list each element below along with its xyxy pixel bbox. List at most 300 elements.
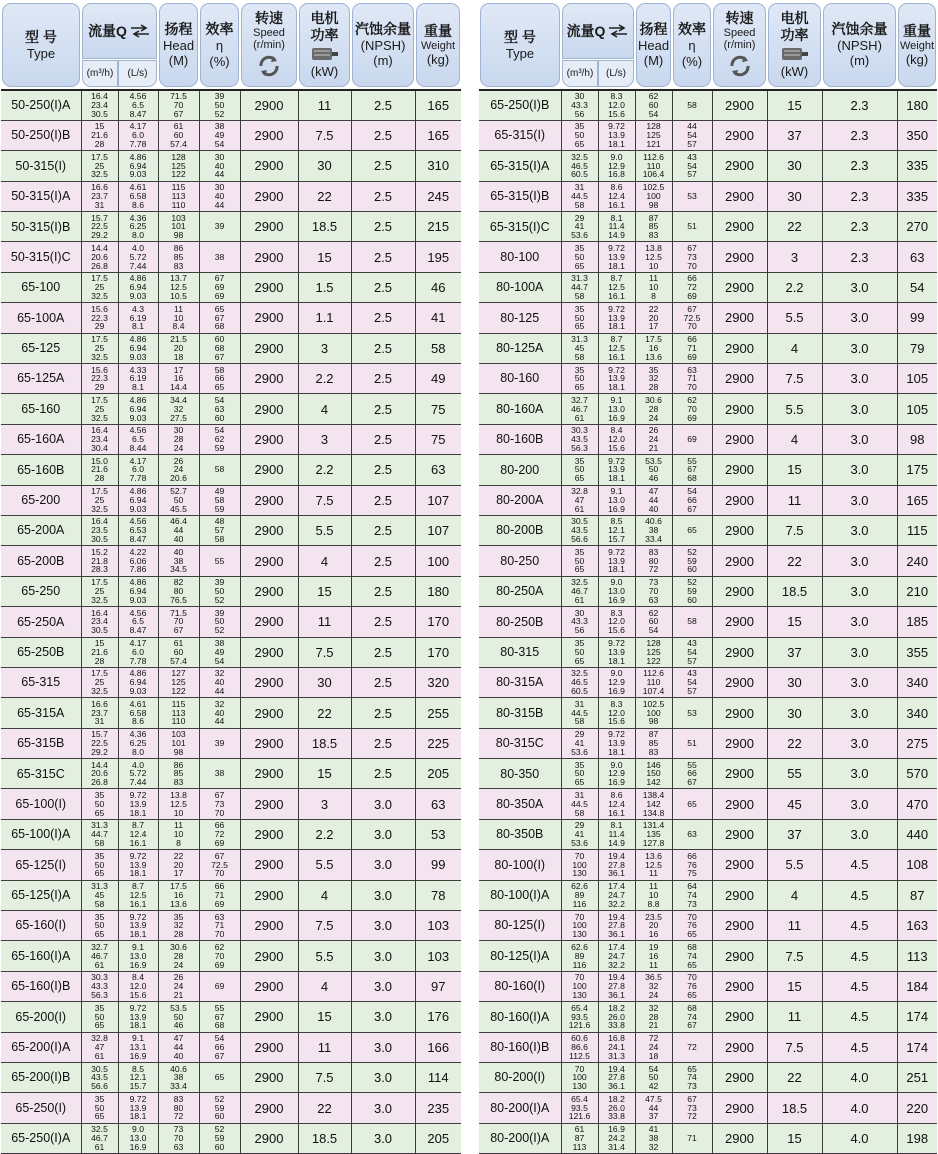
flow-m3h-cell-value: 23.4	[91, 100, 108, 111]
flow-ls-cell-value: 16.8	[608, 1033, 625, 1044]
flow-m3h-cell-value: 46.7	[91, 950, 108, 961]
efficiency-cell	[672, 272, 712, 302]
efficiency-cell-value: 59	[687, 586, 697, 597]
flow-ls-cell-value: 18.1	[129, 1020, 147, 1031]
efficiency-cell	[672, 607, 712, 637]
head-cell-value: 40	[648, 503, 659, 514]
power-cell: 2.2	[298, 364, 351, 394]
head-cell-value: 72	[648, 1033, 659, 1044]
flow-m3h-cell-value: 46.7	[91, 1133, 108, 1144]
head-cell-value: 83	[648, 230, 659, 241]
flow-m3h-cell-value: 23.5	[91, 525, 108, 536]
flow-ls-cell-value: 9.1	[132, 1033, 144, 1044]
flow-ls-cell-value: 8.47	[129, 108, 147, 119]
efficiency-cell-value: 74	[687, 1011, 697, 1022]
efficiency-cell-value: 58	[214, 364, 225, 375]
flow-ls-cell	[598, 272, 635, 302]
flow-m3h-cell	[81, 151, 118, 181]
flow-m3h-cell	[561, 515, 598, 545]
flow-ls-cell-value: 13.9	[608, 738, 625, 748]
flow-ls-cell-value: 15.6	[608, 625, 625, 636]
flow-m3h-cell-value: 30.5	[91, 625, 108, 636]
speed-cell: 2900	[712, 576, 767, 606]
flow-ls-cell-value: 9.72	[129, 1002, 147, 1013]
weight-cell: 340	[897, 698, 937, 728]
flow-ls-cell	[118, 212, 158, 242]
flow-m3h-cell-value: 31	[94, 716, 105, 727]
table-row	[479, 242, 937, 272]
type-cell: 65-125(I)A	[1, 880, 81, 910]
flow-unit-ls-header	[598, 60, 635, 90]
flow-ls-cell	[598, 90, 635, 120]
speed-cell: 2900	[712, 151, 767, 181]
flow-ls-cell-value: 8.7	[610, 334, 623, 345]
npsh-header	[351, 1, 415, 90]
flow-m3h-cell-value: 61	[574, 412, 585, 423]
flow-m3h-cell-value: 21.6	[91, 130, 108, 141]
flow-m3h-cell	[81, 181, 118, 211]
efficiency-cell-value: 57	[214, 525, 225, 536]
flow-m3h-cell-value: 15	[94, 638, 105, 649]
efficiency-cell-value: 68	[687, 1002, 697, 1013]
flow-m3h-cell-value: 56.6	[571, 534, 588, 545]
head-cell	[635, 151, 672, 181]
head-cell	[635, 1002, 672, 1032]
type-cell: 80-125(I)A	[479, 941, 561, 971]
motor-icon	[310, 46, 340, 62]
power-cell: 11	[767, 1002, 822, 1032]
head-cell-value: 72	[173, 1111, 184, 1122]
flow-m3h-cell	[81, 1002, 118, 1032]
efficiency-cell-value: 73	[214, 798, 225, 809]
flow-m3h-cell	[81, 1063, 118, 1093]
npsh-cell: 3.0	[351, 819, 415, 849]
weight-cell: 205	[415, 1123, 461, 1153]
efficiency-cell	[672, 1002, 712, 1032]
flow-ls-cell-value: 4.17	[129, 455, 147, 466]
npsh-cell: 2.5	[351, 424, 415, 454]
head-cell	[635, 1032, 672, 1062]
flow-m3h-cell-value: 41	[574, 738, 585, 748]
head-cell-value: 30	[173, 425, 184, 436]
flow-ls-cell-value: 8.7	[610, 273, 623, 284]
head-cell	[635, 607, 672, 637]
head-cell-value: 110	[646, 160, 661, 171]
head-header-unit: (M)	[168, 53, 189, 68]
flow-ls-cell	[118, 242, 158, 272]
table-row	[479, 637, 937, 667]
speed-cell: 2900	[240, 789, 298, 819]
flow-ls-cell-value: 9.03	[129, 351, 147, 362]
flow-ls-cell-value: 27.8	[608, 981, 625, 992]
flow-m3h-cell-value: 58	[574, 351, 585, 362]
flow-ls-cell-value: 19.4	[608, 1063, 625, 1074]
efficiency-cell	[672, 728, 712, 758]
flow-m3h-cell-value: 35	[574, 546, 585, 557]
type-cell: 65-100(I)	[1, 789, 81, 819]
npsh-cell: 4.5	[822, 971, 897, 1001]
head-cell-value: 46	[648, 473, 659, 484]
flow-m3h-cell	[81, 364, 118, 394]
head-cell-value: 127	[171, 668, 186, 679]
table-row	[1, 789, 461, 819]
flow-m3h-cell	[81, 242, 118, 272]
weight-cell: 103	[415, 911, 461, 941]
head-cell-value: 34.4	[170, 394, 187, 405]
flow-ls-cell-value: 16.1	[608, 199, 625, 210]
power-cell: 18.5	[298, 728, 351, 758]
npsh-cell: 4.5	[822, 941, 897, 971]
flow-ls-cell	[118, 90, 158, 120]
efficiency-cell-value: 59	[214, 1133, 225, 1144]
efficiency-cell	[672, 667, 712, 697]
flow-m3h-cell-value: 15.6	[91, 303, 108, 314]
head-cell-value: 57.4	[170, 138, 187, 149]
type-cell: 65-315(I)B	[479, 181, 561, 211]
table-row	[479, 759, 937, 789]
flow-ls-cell-value: 16.9	[608, 1124, 625, 1135]
power-header-cn: 电机	[780, 10, 809, 26]
head-cell	[158, 971, 199, 1001]
weight-cell: 170	[415, 607, 461, 637]
efficiency-header	[199, 1, 240, 90]
npsh-cell: 3.0	[351, 1063, 415, 1093]
efficiency-cell	[672, 364, 712, 394]
head-cell	[158, 607, 199, 637]
npsh-cell: 3.0	[351, 850, 415, 880]
head-cell	[158, 333, 199, 363]
power-cell: 37	[767, 120, 822, 150]
head-cell-value: 44	[173, 1041, 184, 1052]
efficiency-cell-value: 39	[214, 91, 225, 102]
head-cell	[635, 333, 672, 363]
head-cell-value: 138.4	[642, 789, 665, 800]
flow-m3h-cell	[561, 212, 598, 242]
flow-ls-cell-value: 6.5	[132, 616, 144, 627]
flow-ls-cell-value: 6.0	[132, 464, 144, 475]
flow-m3h-cell-value: 32.5	[91, 1124, 108, 1135]
head-cell-value: 53.5	[645, 455, 662, 466]
flow-ls-cell	[598, 485, 635, 515]
speed-header	[712, 1, 767, 90]
head-cell-value: 83	[173, 260, 184, 271]
flow-m3h-cell	[81, 789, 118, 819]
power-header-cn2: 功率	[780, 27, 809, 43]
head-cell	[635, 576, 672, 606]
power-cell: 4	[298, 880, 351, 910]
efficiency-cell	[199, 607, 240, 637]
efficiency-cell-value: 58	[214, 494, 225, 505]
head-cell-value: 112.6	[643, 668, 664, 679]
table-row	[479, 607, 937, 637]
flow-ls-cell	[598, 1093, 635, 1123]
efficiency-cell	[199, 1002, 240, 1032]
efficiency-cell-value: 67	[214, 312, 225, 323]
table-row	[1, 880, 461, 910]
head-header-unit: (M)	[643, 53, 664, 68]
flow-ls-cell-value: 11.4	[608, 221, 625, 232]
table-row	[479, 667, 937, 697]
npsh-cell: 3.0	[822, 546, 897, 576]
flow-ls-cell-value: 12.0	[608, 616, 625, 627]
head-cell-value: 57.4	[170, 655, 187, 666]
flow-ls-cell-value: 36.1	[608, 989, 625, 1000]
efficiency-cell-value: 67	[687, 1020, 697, 1031]
efficiency-cell-value: 67	[214, 789, 225, 800]
npsh-cell: 3.0	[822, 333, 897, 363]
efficiency-cell-value: 66	[687, 273, 697, 284]
flow-ls-cell-value: 13.9	[129, 1102, 147, 1113]
speed-cell: 2900	[240, 1032, 298, 1062]
flow-unit-m3h-header	[561, 60, 598, 90]
head-cell-value: 10	[648, 260, 659, 271]
flow-ls-cell-value: 8.1	[132, 321, 144, 332]
weight-cell: 335	[897, 181, 937, 211]
flow-ls-cell-value: 13.0	[608, 403, 625, 414]
efficiency-cell-value: 65	[687, 525, 697, 536]
flow-m3h-cell-value: 89	[574, 889, 585, 900]
head-cell-value: 37	[648, 1111, 659, 1122]
efficiency-cell-value: 38	[214, 638, 225, 649]
flow-ls-cell-value: 9.72	[129, 850, 147, 861]
head-cell-value: 20.6	[170, 473, 187, 484]
speed-cell: 2900	[712, 911, 767, 941]
power-cell: 4	[298, 546, 351, 576]
flow-ls-cell	[598, 911, 635, 941]
weight-cell: 210	[897, 576, 937, 606]
weight-cell: 220	[897, 1093, 937, 1123]
table-row	[479, 728, 937, 758]
flow-m3h-cell-value: 65	[574, 138, 585, 149]
type-cell: 80-160B	[479, 424, 561, 454]
flow-ls-cell-value: 8.3	[610, 698, 623, 709]
flow-m3h-cell-value: 50	[574, 130, 585, 141]
flow-m3h-cell-value: 17.5	[91, 668, 108, 679]
flow-m3h-cell-value: 65	[574, 473, 585, 484]
npsh-cell: 3.0	[822, 819, 897, 849]
npsh-header-cn: 汽蚀余量	[355, 21, 412, 37]
head-cell-value: 26	[173, 455, 184, 466]
head-cell-value: 82	[173, 577, 184, 588]
flow-ls-cell-value: 9.72	[129, 1093, 147, 1104]
weight-header-unit: (kg)	[905, 51, 929, 67]
flow-m3h-cell-value: 130	[572, 929, 587, 940]
efficiency-cell	[672, 120, 712, 150]
flow-ls-cell-value: 24.7	[608, 889, 625, 900]
head-cell-value: 14.4	[170, 382, 187, 393]
flow-ls-cell-value: 13.0	[129, 1133, 147, 1144]
flow-ls-cell	[118, 637, 158, 667]
efficiency-cell-value: 71	[687, 1133, 697, 1144]
npsh-cell: 3.0	[822, 728, 897, 758]
flow-m3h-cell	[561, 485, 598, 515]
speed-cell: 2900	[712, 424, 767, 454]
table-row	[1, 515, 461, 545]
npsh-header	[822, 1, 897, 90]
type-cell: 80-350	[479, 759, 561, 789]
head-cell-value: 86	[173, 759, 184, 770]
flow-m3h-cell-value: 30.3	[91, 972, 108, 983]
flow-ls-cell-value: 16.9	[129, 1050, 147, 1061]
flow-ls-cell-value: 12.4	[608, 190, 625, 201]
power-header	[298, 1, 351, 90]
weight-cell: 107	[415, 485, 461, 515]
efficiency-cell	[199, 698, 240, 728]
head-cell-value: 26	[173, 972, 184, 983]
head-cell-value: 60	[173, 646, 184, 657]
efficiency-cell-value: 50	[214, 586, 225, 597]
flow-m3h-cell-value: 30.3	[571, 425, 588, 436]
efficiency-cell-value: 74	[687, 1072, 697, 1083]
motor-icon	[780, 46, 810, 62]
weight-header-unit: (kg)	[426, 51, 450, 67]
flow-m3h-cell-value: 53.6	[571, 837, 588, 848]
head-cell-value: 32	[648, 373, 659, 384]
npsh-cell: 2.5	[351, 333, 415, 363]
flow-m3h-cell-value: 58	[574, 807, 585, 818]
efficiency-cell-value: 71	[687, 373, 697, 384]
flow-m3h-cell-value: 41	[574, 829, 585, 840]
flow-ls-cell-value: 16.1	[129, 837, 147, 848]
efficiency-cell-value: 55	[214, 555, 225, 566]
flow-m3h-cell	[81, 333, 118, 363]
efficiency-cell-value: 54	[687, 130, 697, 141]
head-cell-value: 17	[173, 364, 184, 375]
flow-ls-cell-value: 18.1	[608, 260, 625, 271]
efficiency-cell-value: 65	[214, 382, 225, 393]
flow-ls-cell-value: 18.1	[129, 1111, 147, 1122]
flow-ls-cell	[118, 120, 158, 150]
table-row	[479, 394, 937, 424]
head-cell-value: 71.5	[170, 607, 187, 618]
weight-cell: 165	[415, 90, 461, 120]
flow-m3h-cell-value: 130	[572, 1081, 587, 1092]
head-cell-value: 26	[648, 425, 659, 436]
head-cell-value: 106.4	[642, 169, 665, 180]
right-table-body	[479, 90, 937, 1154]
head-cell-value: 40	[173, 546, 184, 557]
flow-m3h-cell-value: 32.5	[571, 577, 588, 588]
weight-cell: 180	[897, 90, 937, 120]
power-cell: 22	[767, 728, 822, 758]
flow-m3h-cell-value: 65	[574, 321, 585, 332]
flow-ls-cell-value: 24.2	[608, 1133, 625, 1144]
speed-cell: 2900	[240, 120, 298, 150]
head-header	[635, 1, 672, 90]
head-cell-value: 28	[173, 950, 184, 961]
flow-m3h-cell-value: 35	[574, 303, 585, 314]
flow-ls-cell-value: 9.1	[610, 394, 623, 405]
power-cell: 3	[767, 242, 822, 272]
type-header-cn: 型 号	[25, 28, 57, 45]
head-cell-value: 128	[646, 638, 661, 649]
type-cell: 65-315B	[1, 728, 81, 758]
efficiency-cell-value: 59	[687, 555, 697, 566]
flow-ls-cell-value: 7.44	[129, 777, 147, 788]
head-cell	[635, 941, 672, 971]
efficiency-cell-value: 60	[214, 334, 225, 345]
speed-cell: 2900	[240, 607, 298, 637]
flow-ls-cell	[598, 120, 635, 150]
head-cell-value: 20	[648, 920, 659, 931]
head-cell-value: 28	[648, 403, 659, 414]
flow-m3h-cell	[561, 424, 598, 454]
power-header-unit: (kW)	[310, 64, 339, 79]
flow-ls-cell	[598, 880, 635, 910]
head-cell-value: 32	[648, 1141, 659, 1152]
efficiency-cell-value: 48	[214, 516, 225, 527]
type-header-en: Type	[505, 45, 535, 61]
flow-m3h-cell	[81, 424, 118, 454]
flow-ls-cell	[598, 1063, 635, 1093]
flow-ls-cell-value: 19.4	[608, 911, 625, 922]
efficiency-cell-value: 60	[687, 594, 697, 605]
flow-ls-cell-value: 13.9	[608, 312, 625, 323]
head-cell	[158, 1123, 199, 1153]
flow-ls-cell-value: 13.9	[608, 251, 625, 262]
flow-ls-cell-value: 16.1	[608, 807, 625, 818]
flow-ls-cell-value: 4.56	[129, 425, 147, 436]
table-row	[479, 212, 937, 242]
head-cell-value: 24	[173, 959, 184, 970]
flow-ls-cell-value: 33.8	[608, 1111, 625, 1122]
power-cell: 55	[767, 759, 822, 789]
flow-m3h-cell-value: 26.8	[91, 777, 108, 788]
flow-ls-cell	[118, 1123, 158, 1153]
table-row	[479, 272, 937, 302]
flow-m3h-cell-value: 20.6	[91, 251, 108, 262]
head-cell-value: 47	[648, 486, 659, 497]
efficiency-cell-value: 67	[214, 850, 225, 861]
head-cell	[158, 272, 199, 302]
power-cell: 5.5	[298, 941, 351, 971]
flow-ls-cell-value: 7.86	[129, 564, 147, 575]
table-row	[479, 911, 937, 941]
flow-ls-cell-value: 18.1	[129, 807, 147, 818]
head-cell-value: 61	[173, 638, 184, 649]
table-row	[1, 364, 461, 394]
head-cell-value: 98	[173, 230, 184, 241]
efficiency-cell-value: 54	[687, 486, 697, 497]
table-row	[479, 546, 937, 576]
efficiency-cell-value: 51	[687, 221, 697, 232]
npsh-cell: 3.0	[822, 515, 897, 545]
flow-ls-cell	[118, 971, 158, 1001]
efficiency-cell-value: 50	[214, 100, 225, 111]
efficiency-cell-value: 54	[214, 138, 225, 149]
type-cell: 80-100(I)	[479, 850, 561, 880]
head-cell-value: 11	[649, 881, 658, 892]
table-row	[479, 1123, 937, 1153]
flow-ls-cell-value: 26.0	[608, 1102, 625, 1113]
flow-ls-cell	[598, 789, 635, 819]
flow-ls-cell-value: 4.3	[132, 303, 144, 314]
head-cell-value: 16	[648, 342, 659, 353]
type-cell: 65-125	[1, 333, 81, 363]
flow-ls-cell-value: 7.78	[129, 138, 147, 149]
npsh-cell: 2.3	[822, 181, 897, 211]
flow-m3h-cell-value: 44.5	[571, 798, 588, 809]
efficiency-cell-value: 62	[687, 394, 697, 405]
flow-m3h-cell	[81, 698, 118, 728]
head-cell-value: 122	[646, 655, 661, 666]
power-cell: 15	[298, 242, 351, 272]
flow-m3h-cell-value: 93.5	[571, 1102, 588, 1113]
npsh-cell: 3.0	[351, 880, 415, 910]
table-row	[479, 120, 937, 150]
flow-ls-cell-value: 12.0	[129, 981, 147, 992]
flow-m3h-cell-value: 16.4	[91, 425, 108, 436]
